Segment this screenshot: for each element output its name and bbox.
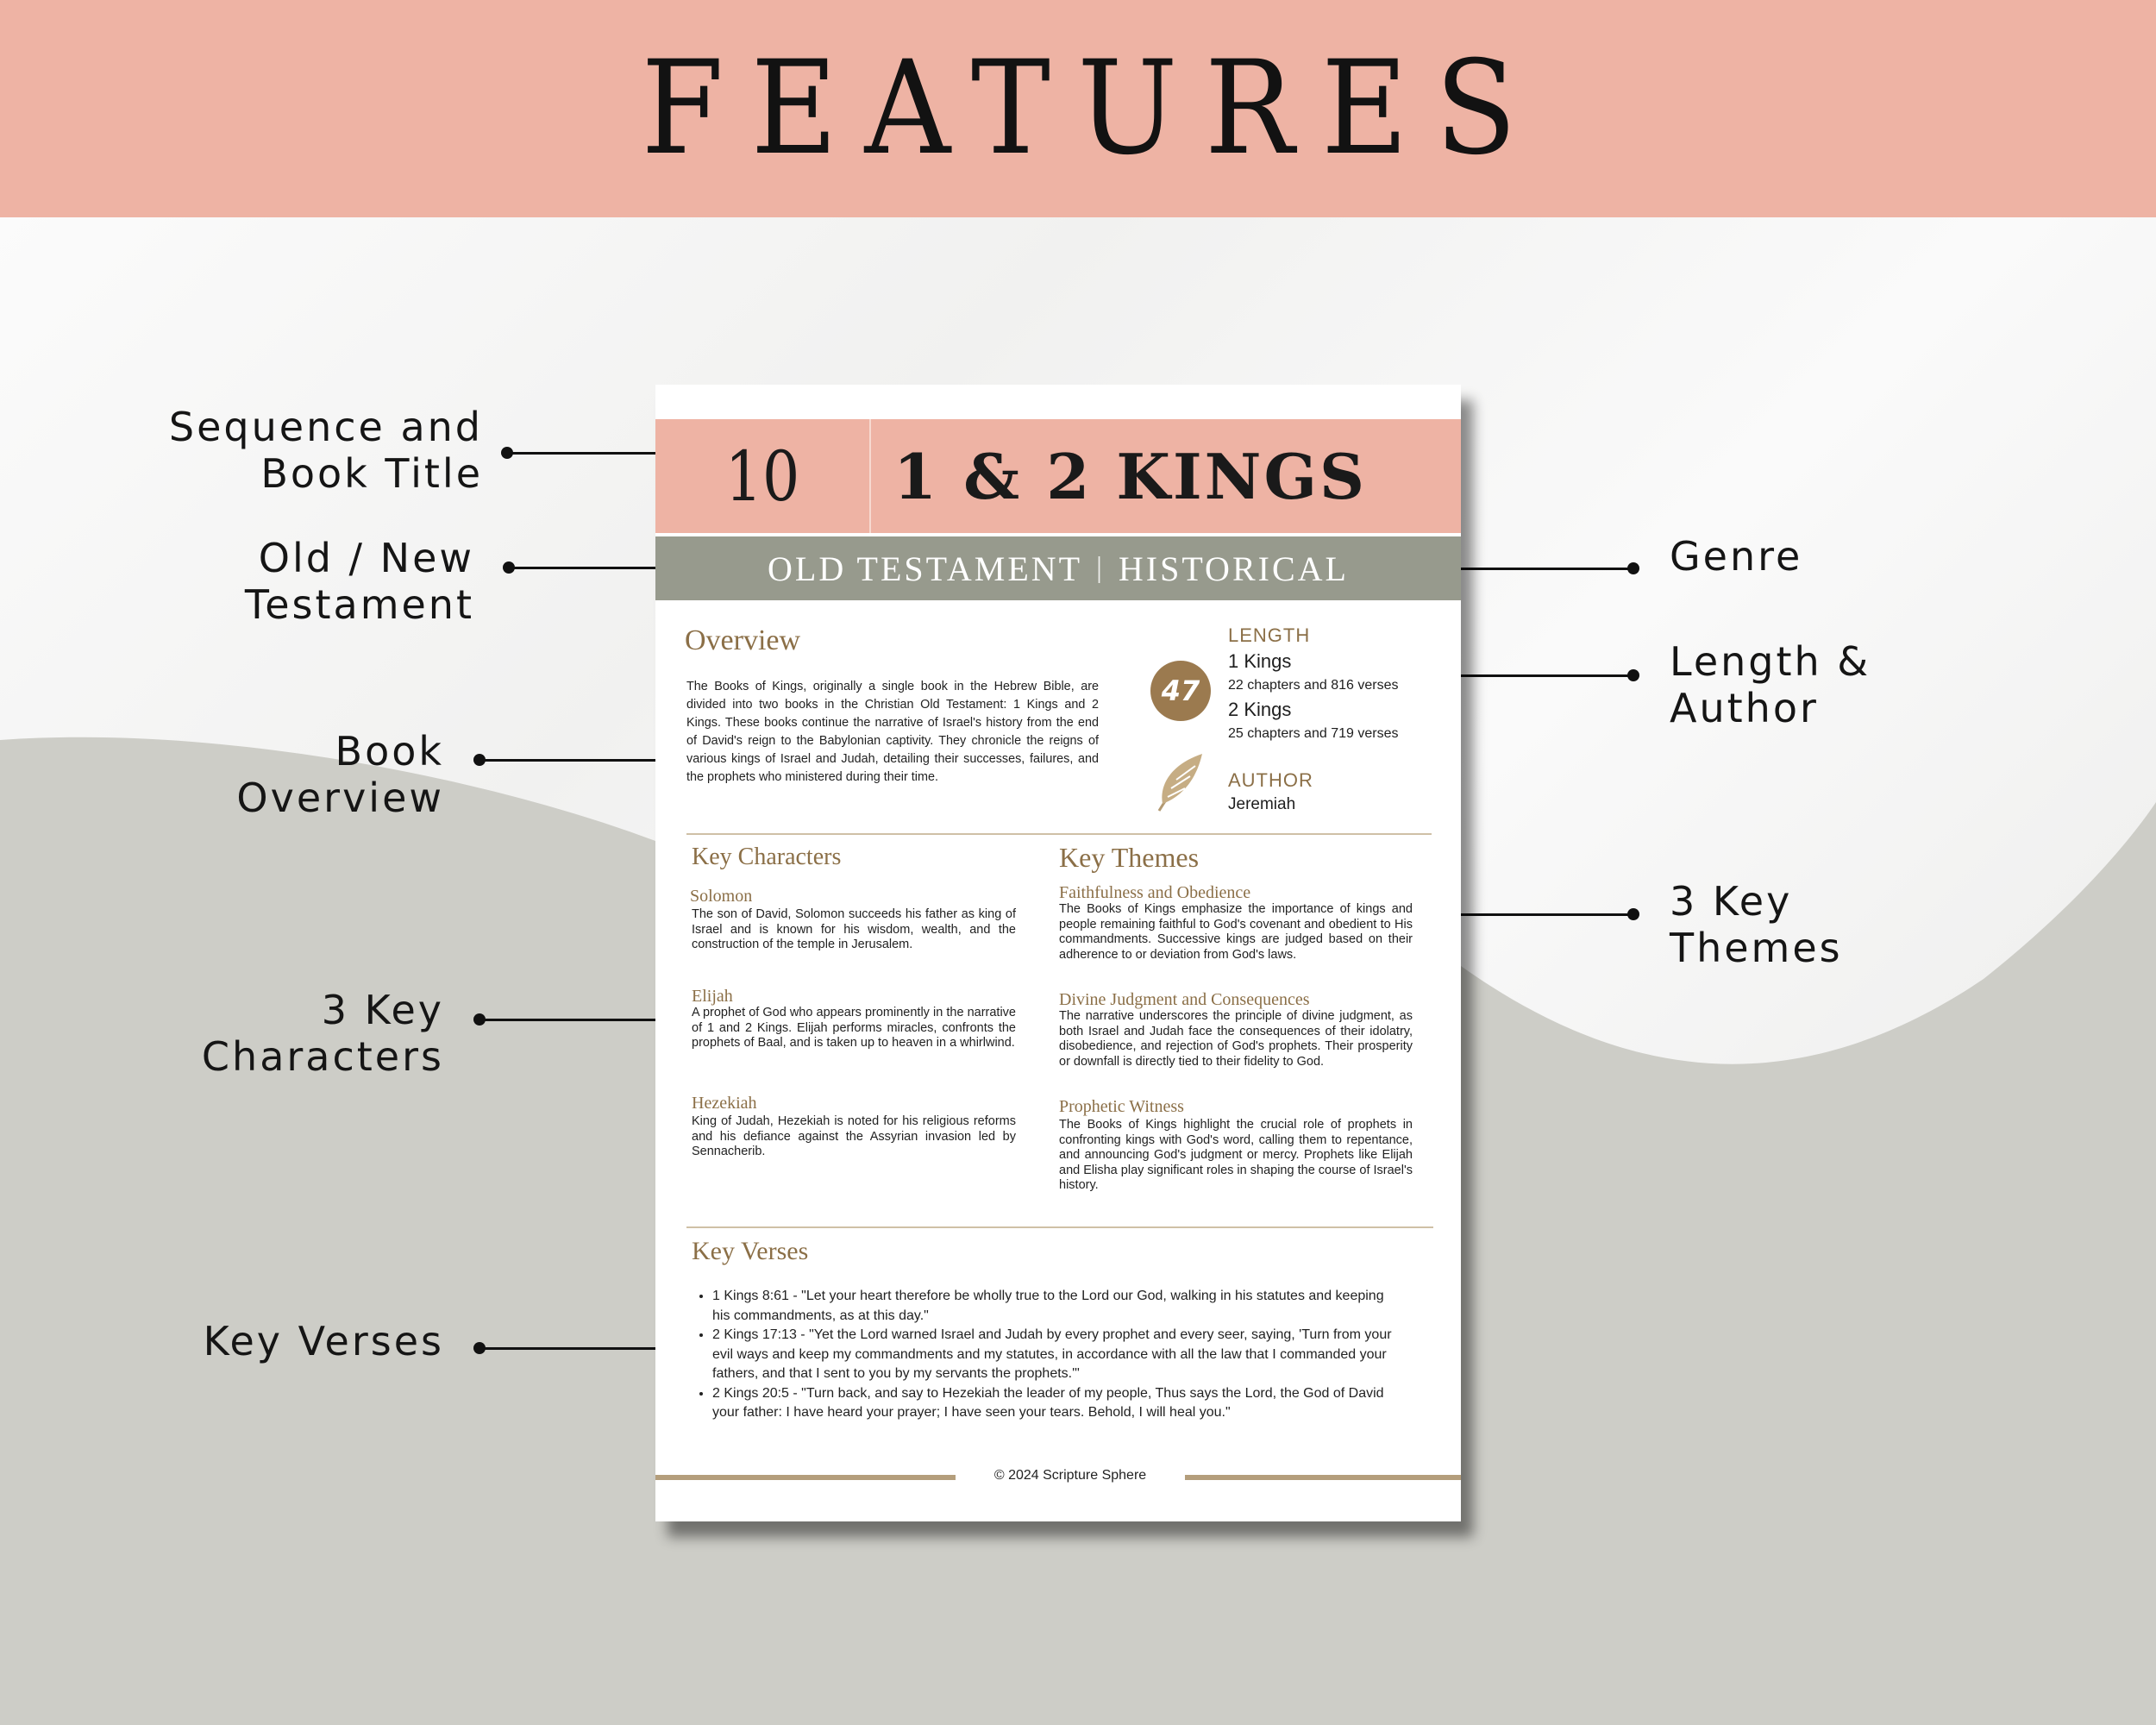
section-divider xyxy=(686,833,1432,835)
length-badge xyxy=(1150,661,1211,721)
feather-icon xyxy=(1150,750,1213,814)
connector-dot xyxy=(473,754,486,766)
author-label: AUTHOR xyxy=(1228,769,1313,791)
callout-testament: Old / New Testament xyxy=(244,535,474,628)
theme-text: The Books of Kings highlight the crucial role of prophets in confronting kings with God's word, calling them to repentance, and announcing God's judgment or mercy. Prophets like Elijah and Elisha play significant roles in shaping the course of Israel's history. xyxy=(1059,1118,1413,1192)
separator: | xyxy=(1096,552,1105,584)
length-book2-detail: 25 chapters and 719 verses xyxy=(1228,726,1399,741)
character-name: Hezekiah xyxy=(692,1094,757,1113)
callout-overview: Book Overview xyxy=(236,728,444,821)
connector-genre xyxy=(1437,568,1633,570)
length-badge-number: 47 xyxy=(1161,674,1200,707)
length-label: LENGTH xyxy=(1228,624,1311,646)
callout-length-author: Length & Author xyxy=(1670,638,1871,731)
testament-label: OLD TESTAMENT xyxy=(768,549,1083,588)
footer-rule-left xyxy=(655,1475,956,1480)
key-characters-heading: Key Characters xyxy=(692,844,842,870)
connector-dot xyxy=(503,561,515,574)
callout-themes: 3 Key Themes xyxy=(1670,878,1843,971)
length-book1: 1 Kings xyxy=(1228,650,1292,672)
connector-themes xyxy=(1437,913,1633,916)
theme-name: Faithfulness and Obedience xyxy=(1059,883,1251,902)
overview-heading: Overview xyxy=(685,624,801,656)
section-divider xyxy=(686,1226,1433,1228)
key-themes-heading: Key Themes xyxy=(1059,842,1200,873)
document-header xyxy=(655,419,1461,533)
length-book2: 2 Kings xyxy=(1228,699,1292,720)
character-text: A prophet of God who appears prominently in the narrative of 1 and 2 Kings. Elijah performs miracles, confronts the prophets of Baal, and is taken up to heaven in a whirlwind. xyxy=(692,1006,1016,1050)
connector-dot xyxy=(1627,562,1639,574)
connector-dot xyxy=(1627,669,1639,681)
overview-text: The Books of Kings, originally a single book in the Hebrew Bible, are divided into two books in the Christian Old Testament: 1 Kings and 2 Kings. These books continue the narrative of Israel's history from the end of David's reign to the Babylonian captivity. They chronicle the reigns of various kings of Israel and Judah, detailing their successes, failures, and the prophets who ministered during their time. xyxy=(686,680,1099,784)
connector-overview xyxy=(479,759,676,762)
book-sequence-number: 10 xyxy=(724,436,800,517)
callout-verses: Key Verses xyxy=(203,1318,444,1364)
book-title: 1 & 2 KINGS xyxy=(893,439,1367,513)
character-text: The son of David, Solomon succeeds his father as king of Israel and is known for his wisdom, wealth, and the construction of the temple in Jerusalem. xyxy=(692,907,1016,951)
length-book1-detail: 22 chapters and 816 verses xyxy=(1228,678,1399,693)
connector-verses xyxy=(479,1347,676,1350)
connector-dot xyxy=(473,1013,486,1026)
verse-item: • 2 Kings 17:13 - "Yet the Lord warned Israel and Judah by every prophet and every seer, saying, 'Turn from your evil ways and keep my commandments and my statutes, in accordance with all the law that I commanded your fathers, and that I sent to you by my servants the prophets.'" xyxy=(712,1326,1402,1384)
footer-copyright: © 2024 Scripture Sphere xyxy=(993,1468,1147,1483)
connector-dot xyxy=(1627,908,1639,920)
character-name: Elijah xyxy=(692,987,733,1006)
connector-length-author xyxy=(1437,674,1633,677)
character-text: King of Judah, Hezekiah is noted for his religious reforms and his defiance against the Assyrian invasion led by Sennacherib. xyxy=(692,1114,1016,1158)
callout-characters: 3 Key Characters xyxy=(201,987,444,1080)
theme-name: Prophetic Witness xyxy=(1059,1097,1184,1116)
verse-item: • 2 Kings 20:5 - "Turn back, and say to Hezekiah the leader of my people, Thus says the Lord, the God of David your father: I have heard your prayer; I have seen your tears. Behold, I will heal you." xyxy=(712,1384,1402,1423)
author-name: Jeremiah xyxy=(1228,795,1296,813)
theme-text: The Books of Kings emphasize the importance of kings and people remaining faithful to God's covenant and obedient to His commandments. Successive kings are judged based on their adherence to or deviation from God's laws. xyxy=(1059,902,1413,962)
connector-dot xyxy=(473,1342,486,1354)
footer-rule-right xyxy=(1185,1475,1461,1480)
callout-genre: Genre xyxy=(1670,533,1803,580)
genre-label: HISTORICAL xyxy=(1118,549,1349,588)
theme-text: The narrative underscores the principle of divine judgment, as both Israel and Judah face the consequences of their idolatry, disobedience, and rejection of God's prophets. Their prosperity or downfall is directly tied to their fidelity to God. xyxy=(1059,1009,1413,1069)
theme-name: Divine Judgment and Consequences xyxy=(1059,990,1310,1009)
key-verses-list xyxy=(697,1287,1402,1423)
document-preview xyxy=(655,385,1461,1521)
verse-item: • 1 Kings 8:61 - "Let your heart therefore be wholly true to the Lord our God, walking in his statutes and keeping his commandments, as at this day." xyxy=(712,1287,1402,1326)
header-divider xyxy=(869,419,871,533)
callout-sequence-title: Sequence and Book Title xyxy=(168,404,483,497)
character-name: Solomon xyxy=(690,887,753,906)
testament-genre-bar xyxy=(655,536,1461,600)
key-verses-heading: Key Verses xyxy=(692,1237,809,1265)
connector-dot xyxy=(501,447,513,459)
banner-title: FEATURES xyxy=(641,34,1545,184)
connector-characters xyxy=(479,1019,676,1021)
